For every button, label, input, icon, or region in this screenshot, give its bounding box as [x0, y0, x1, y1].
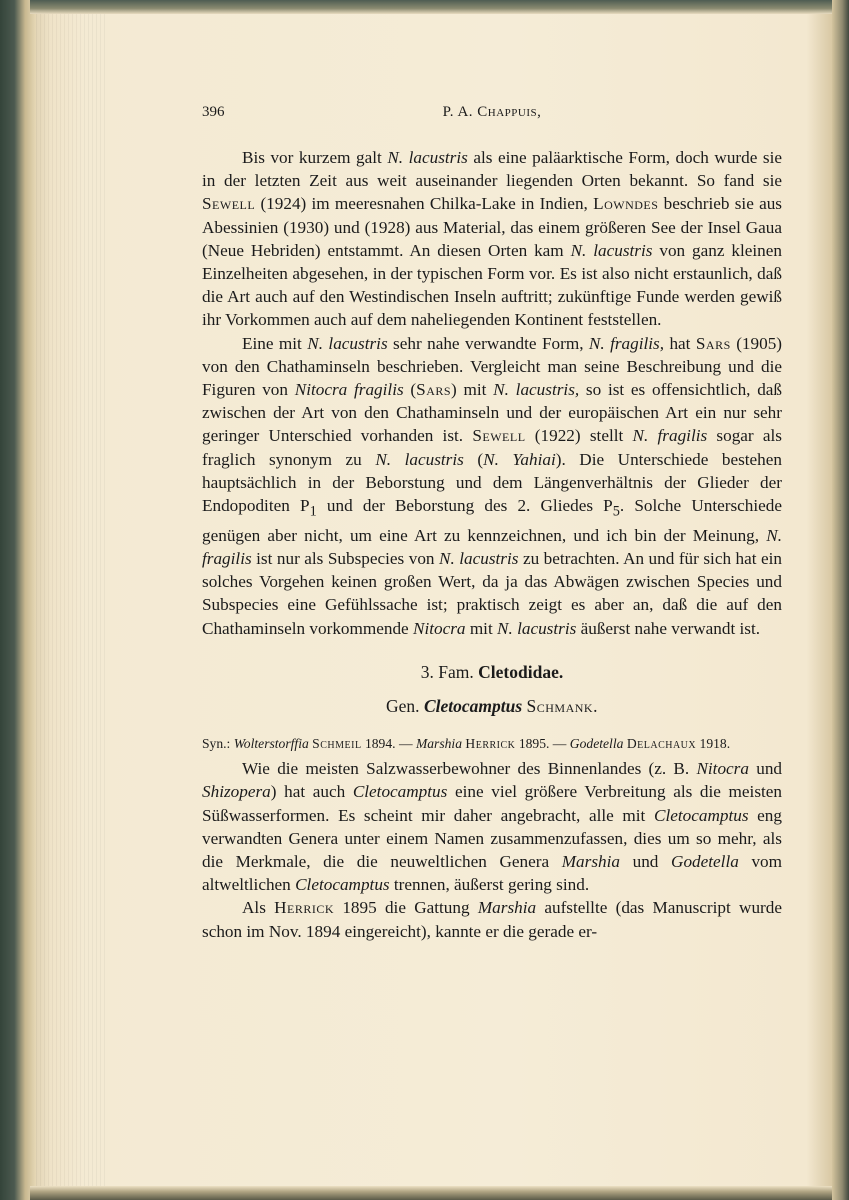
italic-run: N. lacustris [570, 240, 653, 260]
italic-run: N. lacustris [439, 548, 519, 568]
italic-run: Nitocra fragilis [294, 380, 404, 400]
text-run: ) mit [451, 380, 494, 400]
text-run: 1895. — [515, 736, 570, 752]
text-run: so ist es offensichtlich, daß zwischen der Art von den Chathaminseln und der europäischen Art ein nur sehr geringer Unterschied vorhanden ist. [202, 380, 783, 446]
text-run: und der Beborstung des 2. Gliedes P [316, 496, 613, 516]
italic-run: N. lacustris [307, 333, 388, 353]
smallcaps-run: Sewell [202, 194, 256, 214]
text-run: und [619, 852, 672, 872]
text-run: (1905) von den Chathaminseln beschrieben. Vergleicht man seine Beschreibung und die Figuren von [202, 333, 783, 400]
italic-run: Godetella [569, 736, 624, 752]
genus-author: Schmank. [526, 695, 598, 716]
family-name: Cletodidae. [478, 661, 564, 682]
italic-run: Nitocra [696, 759, 749, 779]
text-run: . Solche Unterschiede genügen aber nicht, um eine Art zu kennzeichnen, und ich bin der Meinung, [202, 496, 782, 545]
paragraph [202, 896, 782, 942]
text-run: beschrieb sie aus Abessinien (1930) und (1928) aus Material, das einem größeren See der Insel Gaua (Neue Hebriden) entstammt. An diesen Orten kam [202, 194, 782, 260]
smallcaps-run: Herrick [465, 736, 516, 752]
body-text-bottom [202, 757, 782, 943]
smallcaps-run: Sewell [472, 426, 526, 446]
body-text-top [202, 146, 782, 640]
italic-run: N. lacustris [387, 148, 468, 167]
text-run: zu betrachten. An und für sich hat ein solches Vorgehen keinen großen Wert, da ja das Abwägen zwischen Species und Subspecies eine Gefühlssache ist; praktisch zeigt es aber an, daß die auf den Chathaminseln vorkommende [202, 548, 783, 638]
text-run: (1924) im meeresnahen Chilka-Lake in Indien, [255, 194, 594, 214]
running-head: P. A. Chappuis, [442, 104, 542, 120]
italic-run: N. fragilis [202, 525, 782, 568]
family-number: 3. Fam. [420, 661, 479, 682]
running-header [202, 104, 782, 128]
text-run: Als [242, 898, 275, 918]
text-run: aufstellte (das Manuscript wurde schon im Nov. 1894 eingereicht), kannte er die gerade er- [202, 898, 782, 941]
text-run: vom altweltlichen [202, 852, 782, 895]
text-run: mit [465, 618, 498, 638]
paragraph [202, 757, 782, 896]
text-run: Eine mit [242, 333, 308, 353]
text-run: Bis vor kurzem galt [242, 148, 388, 167]
italic-run: Cletocamptus [295, 875, 390, 895]
italic-run: Cletocamptus [653, 805, 749, 825]
bottom-page-edge [30, 1186, 849, 1200]
text-run: ( [463, 449, 484, 469]
top-page-edge [30, 0, 849, 14]
smallcaps-run: Delachaux [626, 736, 697, 752]
italic-run: Marshia [477, 898, 537, 918]
italic-run: Shizopera [202, 782, 271, 802]
text-run: trennen, äußerst gering sind. [389, 875, 590, 895]
italic-run: N. Yahiai [483, 449, 556, 469]
text-run: Wie die meisten Salzwasserbewohner des Binnenlandes (z. B. [242, 759, 697, 779]
text-run: eng verwandten Genera unter einem Namen zusammenzufassen, dies um so mehr, als die Merkmale, die die neuweltlichen Genera [202, 805, 782, 872]
text-run: 1918. [696, 736, 731, 752]
page-number: 396 [202, 104, 225, 120]
family-heading [202, 660, 782, 684]
text-run: und [748, 759, 783, 779]
genus-prefix: Gen. [386, 695, 424, 716]
text-run: ist nur als Subspecies von [251, 548, 439, 568]
italic-run: N. lacustris [497, 618, 577, 638]
subscript-run: 1 [309, 503, 317, 520]
text-run: (1922) stellt [525, 426, 633, 446]
text-run: sehr nahe verwandte Form, [387, 333, 589, 353]
italic-run: Marshia [561, 852, 620, 872]
text-run: sogar als fraglich synonym zu [202, 426, 782, 469]
italic-run: N. fragilis, [588, 333, 665, 353]
paragraph [202, 332, 782, 640]
genus-heading [202, 694, 782, 718]
text-run: äußerst nahe verwandt ist. [576, 618, 761, 638]
italic-run: N. fragilis [632, 426, 708, 446]
italic-run: Godetella [671, 852, 739, 872]
smallcaps-run: Schmeil [312, 736, 362, 752]
italic-run: Nitocra [412, 618, 466, 638]
smallcaps-run: Herrick [274, 898, 335, 918]
text-run: 1895 die Gattung [334, 898, 478, 918]
page-content [202, 104, 782, 943]
text-run: hat [664, 333, 696, 353]
italic-run: Wolterstorffia [233, 736, 309, 752]
page-gutter [36, 0, 106, 1200]
text-run: als eine paläarktische Form, doch wurde sie in der letzten Zeit aus weit auseinander liegenden Orten bekannt. So fand sie [202, 148, 782, 191]
text-run: ). Die Unterschiede bestehen hauptsächlich in der Beborstung und dem Längenverhältnis der Glieder der Endopoditen P [202, 449, 782, 516]
smallcaps-run: Sars [695, 333, 731, 353]
subscript-run: 5 [612, 503, 620, 520]
italic-run: Marshia [415, 736, 463, 752]
text-run: ) hat auch [270, 782, 353, 802]
paragraph [202, 146, 782, 332]
synonymy [202, 735, 782, 753]
text-run: eine viel größere Verbreitung als die meisten Süßwasserformen. Es scheint mir daher angebracht, alle mit [202, 782, 782, 825]
book-binding-edge [0, 0, 36, 1200]
right-page-edge [832, 0, 849, 1200]
text-run: ( [403, 380, 417, 400]
italic-run: Cletocamptus [352, 782, 448, 802]
text-run: 1894. — [361, 736, 416, 752]
text-run: Syn.: [202, 736, 234, 752]
smallcaps-run: Lowndes [593, 194, 659, 214]
italic-run: N. lacustris [375, 449, 464, 469]
smallcaps-run: Sars [416, 380, 452, 400]
italic-run: N. lacustris, [493, 380, 580, 400]
genus-name: Cletocamptus [423, 695, 523, 716]
text-run: von ganz kleinen Einzelheiten abgesehen, in der typischen Form vor. Es ist also nicht erstaunlich, daß die Art auch auf den Westindischen Inseln auftritt; zukünftige Funde werden gewiß ihr Vorkommen auch auf dem naheliegenden Kontinent feststellen. [202, 240, 782, 330]
